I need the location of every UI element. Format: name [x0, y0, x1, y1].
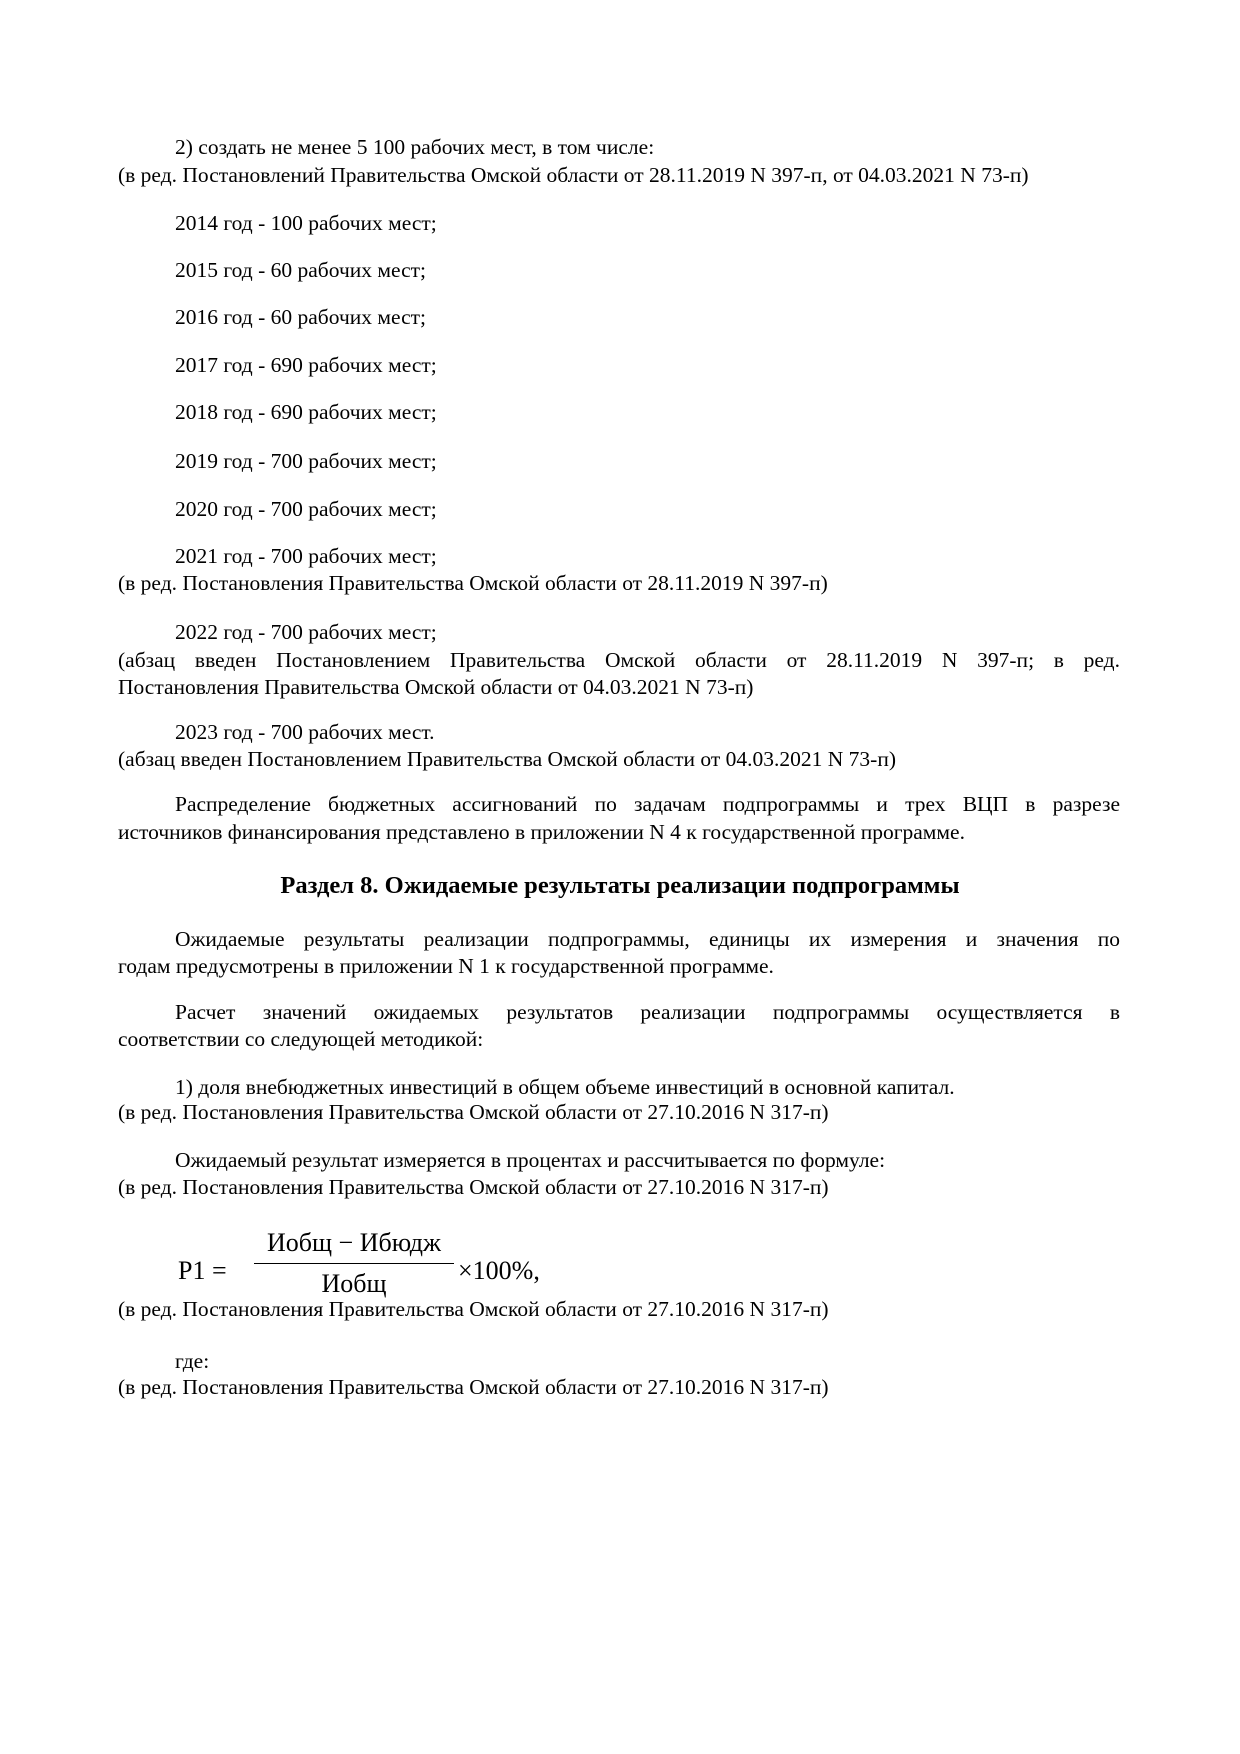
formula-numerator: Иобщ − Ибюдж — [267, 1228, 441, 1257]
year-2020: 2020 год - 700 рабочих мест; — [175, 497, 437, 521]
year-2022-amendment-note-line1: (абзац введен Постановлением Правительства Омской области от 28.11.2019 N 397-п; в ред. — [118, 648, 1120, 672]
year-2016: 2016 год - 60 рабочих мест; — [175, 305, 426, 329]
expected-results-line1: Ожидаемые результаты реализации подпрограммы, единицы их измерения и значения по — [175, 927, 1120, 951]
fraction-bar — [254, 1263, 454, 1264]
calculation-method-line2: соответствии со следующей методикой: — [118, 1027, 484, 1051]
year-2023-amendment-note: (абзац введен Постановлением Правительства Омской области от 04.03.2021 N 73-п) — [118, 747, 897, 771]
year-2022: 2022 год - 700 рабочих мест; — [175, 620, 437, 644]
year-2022-amendment-note-line2: Постановления Правительства Омской области от 04.03.2021 N 73-п) — [118, 675, 754, 699]
section-heading: Раздел 8. Ожидаемые результаты реализации подпрограммы — [280, 872, 960, 899]
formula-rhs: ×100%, — [458, 1256, 540, 1285]
where-text: где: — [175, 1349, 210, 1373]
distribution-paragraph-line2: источников финансирования представлено в приложении N 4 к государственной программе. — [118, 820, 965, 844]
measure-text: Ожидаемый результат измеряется в процентах и рассчитывается по формуле: — [175, 1148, 886, 1172]
measure-amendment-note: (в ред. Постановления Правительства Омской области от 27.10.2016 N 317-п) — [118, 1175, 829, 1199]
year-2015: 2015 год - 60 рабочих мест; — [175, 258, 426, 282]
year-2019: 2019 год - 700 рабочих мест; — [175, 449, 437, 473]
where-amendment-note: (в ред. Постановления Правительства Омской области от 27.10.2016 N 317-п) — [118, 1375, 829, 1399]
item-2-text: 2) создать не менее 5 100 рабочих мест, в том числе: — [175, 135, 655, 159]
year-2023: 2023 год - 700 рабочих мест. — [175, 720, 435, 744]
item-1-text: 1) доля внебюджетных инвестиций в общем объеме инвестиций в основной капитал. — [175, 1075, 955, 1099]
year-2021: 2021 год - 700 рабочих мест; — [175, 544, 437, 568]
formula-lhs: P1 = — [178, 1256, 227, 1285]
formula-denominator: Иобщ — [321, 1269, 387, 1298]
item-1-amendment-note: (в ред. Постановления Правительства Омской области от 27.10.2016 N 317-п) — [118, 1100, 829, 1124]
formula-fraction — [254, 1226, 454, 1301]
formula-amendment-note: (в ред. Постановления Правительства Омской области от 27.10.2016 N 317-п) — [118, 1297, 829, 1321]
year-2017: 2017 год - 690 рабочих мест; — [175, 353, 437, 377]
year-2018: 2018 год - 690 рабочих мест; — [175, 400, 437, 424]
year-2021-amendment-note: (в ред. Постановления Правительства Омской области от 28.11.2019 N 397-п) — [118, 571, 828, 595]
calculation-method-line1: Расчет значений ожидаемых результатов реализации подпрограммы осуществляется в — [175, 1000, 1120, 1024]
year-2014: 2014 год - 100 рабочих мест; — [175, 211, 437, 235]
expected-results-line2: годам предусмотрены в приложении N 1 к государственной программе. — [118, 954, 774, 978]
item-2-amendment-note: (в ред. Постановлений Правительства Омской области от 28.11.2019 N 397-п, от 04.03.2021 N 73-п) — [118, 163, 1029, 187]
distribution-paragraph-line1: Распределение бюджетных ассигнований по задачам подпрограммы и трех ВЦП в разрезе — [175, 792, 1120, 816]
